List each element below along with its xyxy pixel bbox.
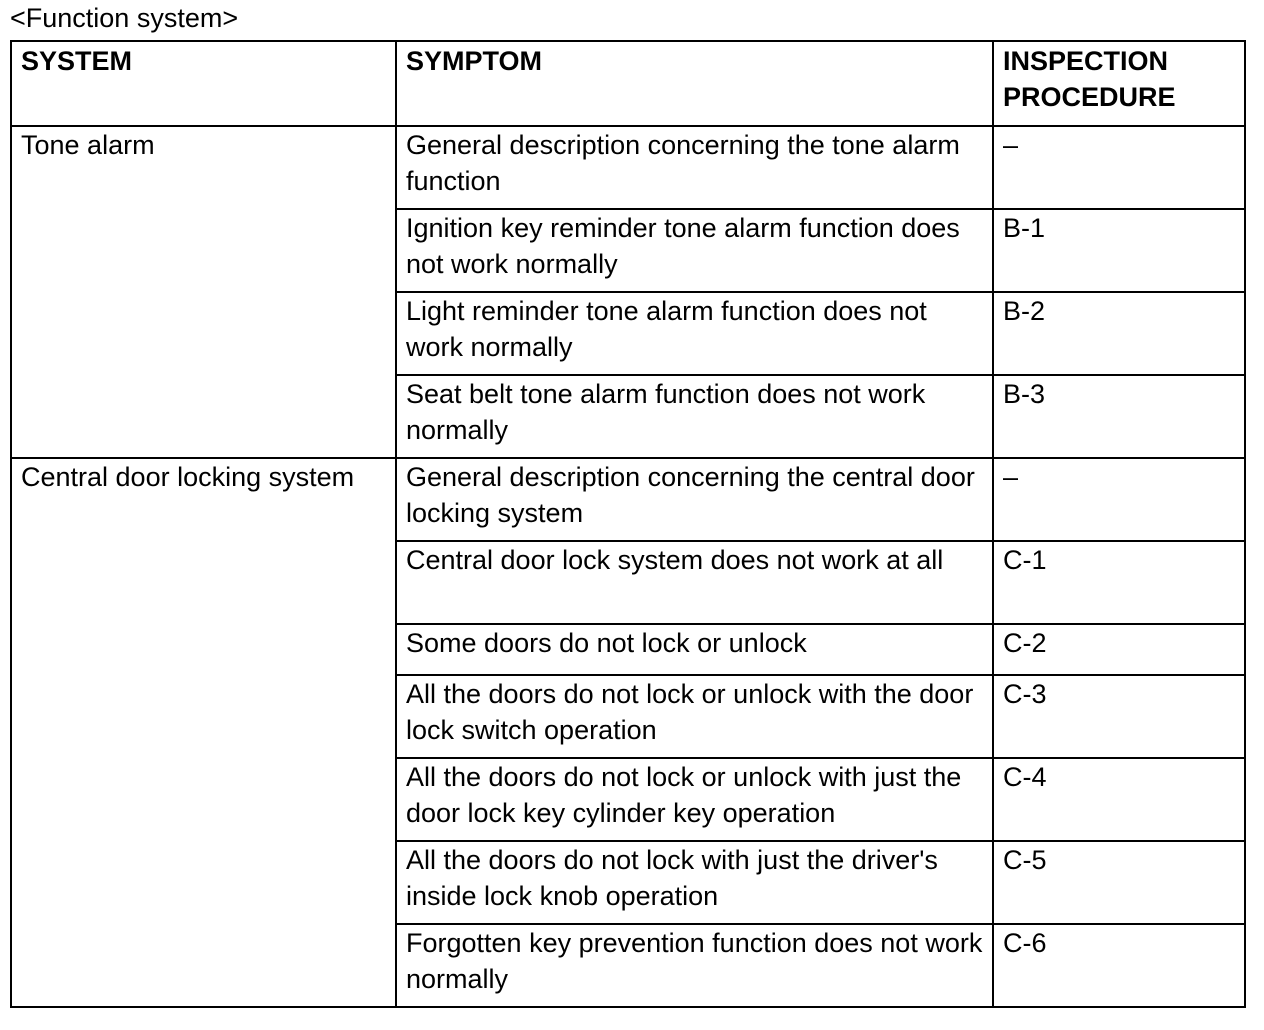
procedure-cell: C-6 xyxy=(993,924,1245,1007)
symptom-cell: All the doors do not lock with just the driver's inside lock knob operation xyxy=(396,841,993,924)
procedure-cell: C-5 xyxy=(993,841,1245,924)
symptom-cell: Forgotten key prevention function does not work normally xyxy=(396,924,993,1007)
procedure-cell: C-2 xyxy=(993,624,1245,675)
symptom-cell: General description concerning the tone alarm function xyxy=(396,126,993,209)
header-inspection-procedure: INSPECTION PROCEDURE xyxy=(993,41,1245,126)
procedure-cell: C-4 xyxy=(993,758,1245,841)
procedure-cell: B-1 xyxy=(993,209,1245,292)
symptom-cell: Some doors do not lock or unlock xyxy=(396,624,993,675)
symptom-cell: All the doors do not lock or unlock with just the door lock key cylinder key operation xyxy=(396,758,993,841)
symptom-cell: Light reminder tone alarm function does not work normally xyxy=(396,292,993,375)
procedure-cell: B-2 xyxy=(993,292,1245,375)
table-row xyxy=(11,126,1245,209)
system-cell: Tone alarm xyxy=(11,126,396,458)
header-system: SYSTEM xyxy=(11,41,396,126)
procedure-cell: C-3 xyxy=(993,675,1245,758)
procedure-cell: B-3 xyxy=(993,375,1245,458)
system-cell: Central door locking system xyxy=(11,458,396,1007)
procedure-cell: – xyxy=(993,458,1245,541)
symptom-cell: Seat belt tone alarm function does not work normally xyxy=(396,375,993,458)
function-system-table xyxy=(10,40,1246,1008)
symptom-cell: All the doors do not lock or unlock with the door lock switch operation xyxy=(396,675,993,758)
header-symptom: SYMPTOM xyxy=(396,41,993,126)
symptom-cell: Ignition key reminder tone alarm function does not work normally xyxy=(396,209,993,292)
header-row xyxy=(11,41,1245,126)
table-row xyxy=(11,458,1245,541)
procedure-cell: – xyxy=(993,126,1245,209)
symptom-cell: Central door lock system does not work at all xyxy=(396,541,993,624)
procedure-cell: C-1 xyxy=(993,541,1245,624)
table-caption: <Function system> xyxy=(10,3,239,33)
symptom-cell: General description concerning the central door locking system xyxy=(396,458,993,541)
